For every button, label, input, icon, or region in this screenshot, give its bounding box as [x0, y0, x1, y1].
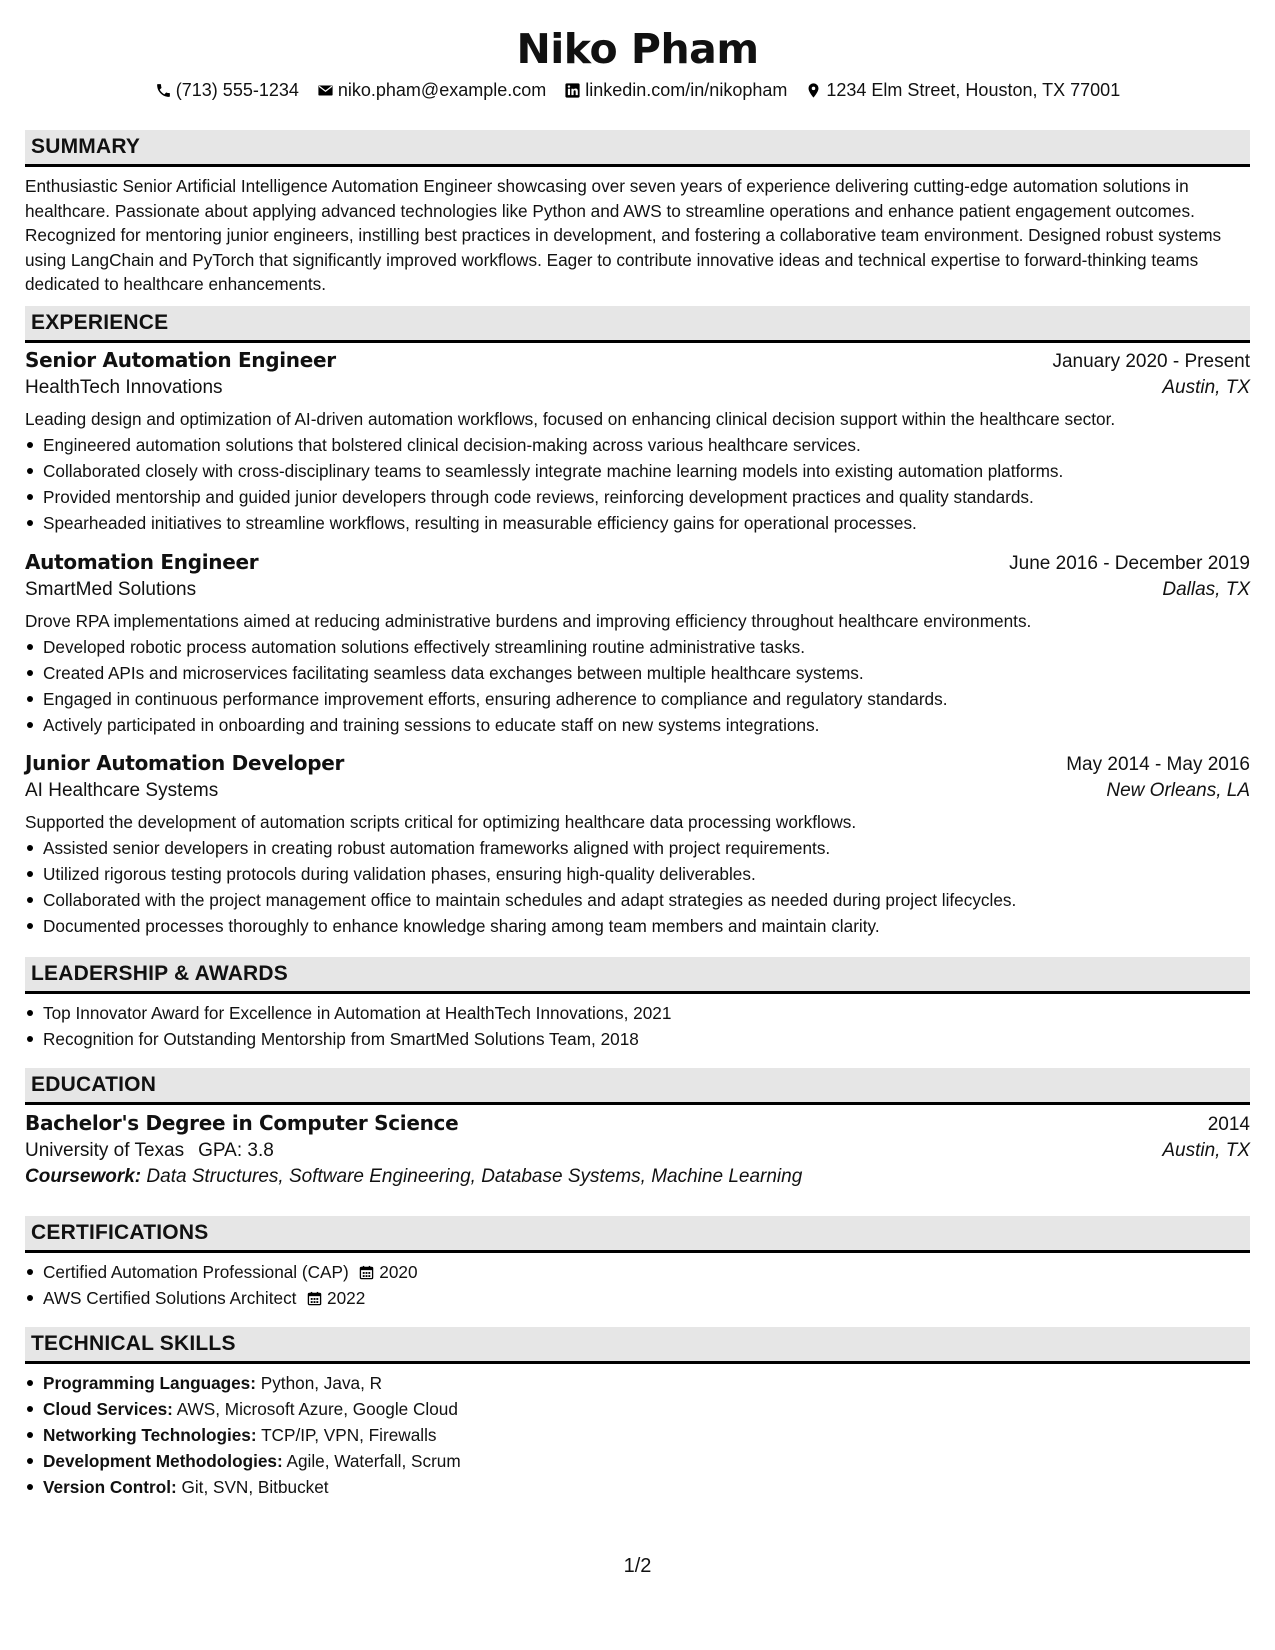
summary-section [25, 130, 1250, 297]
coursework-label: Coursework: [25, 1166, 142, 1187]
list-item: Created APIs and microservices facilitating seamless data exchanges between multiple healthcare systems. [43, 660, 1250, 686]
address-text: 1234 Elm Street, Houston, TX 77001 [826, 80, 1121, 100]
skills-section [25, 1327, 1250, 1500]
contact-linkedin[interactable] [564, 78, 787, 102]
school-location: Austin, TX [1162, 1140, 1250, 1161]
cert-year: 2022 [327, 1288, 366, 1308]
candidate-name: Niko Pham [516, 25, 759, 73]
skill-label: Version Control: [43, 1477, 177, 1497]
graduation-year: 2014 [1207, 1114, 1250, 1135]
envelope-icon [317, 82, 334, 99]
certifications-list [25, 1259, 1250, 1311]
skill-value: Git, SVN, Bitbucket [181, 1477, 329, 1497]
certifications-section [25, 1216, 1250, 1311]
job-title: Senior Automation Engineer [25, 348, 336, 372]
job-description: Drove RPA implementations aimed at reducing administrative burdens and improving efficiency throughout healthcare environments. [25, 611, 1032, 631]
education-section [25, 1068, 1250, 1188]
job-title: Automation Engineer [25, 550, 259, 574]
job-bullets [25, 835, 1250, 939]
list-item: Developed robotic process automation solutions effectively streamlining routine administrative tasks. [43, 634, 1250, 660]
gpa: GPA: 3.8 [198, 1140, 274, 1161]
section-heading: EDUCATION [25, 1068, 1250, 1105]
calendar-icon [359, 1265, 374, 1280]
job-company: AI Healthcare Systems [25, 780, 219, 801]
skill-label: Programming Languages: [43, 1373, 256, 1393]
resume-page [25, 0, 1250, 1497]
cert-year: 2020 [379, 1262, 418, 1282]
page-number: 1/2 [623, 1555, 652, 1577]
list-item: Documented processes thoroughly to enhance knowledge sharing among team members and maintain clarity. [43, 913, 1250, 939]
summary-text: Enthusiastic Senior Artificial Intelligence Automation Engineer showcasing over seven years of experience delivering cutting-edge automation solutions in healthcare. Passionate about applying advanced technologies like Python and AWS to streamline operations and enhance patient engagement outcomes. Recognized for mentoring junior engineers, instilling best practices in development, and fostering a collaborative team environment. Designed robust systems using LangChain and PyTorch that significantly improved workflows. Eager to contribute innovative ideas and technical expertise to forward-thinking teams dedicated to healthcare enhancements. [25, 176, 1222, 295]
coursework-line [25, 1166, 1250, 1188]
job-entry [25, 550, 1250, 738]
skill-label: Networking Technologies: [43, 1425, 257, 1445]
job-company: SmartMed Solutions [25, 579, 197, 600]
degree-title: Bachelor's Degree in Computer Science [25, 1111, 459, 1135]
skill-label: Development Methodologies: [43, 1451, 283, 1471]
experience-section [25, 306, 1250, 343]
cert-name: Certified Automation Professional (CAP) [43, 1262, 349, 1282]
job-bullets [25, 432, 1250, 536]
list-item [43, 1474, 1250, 1500]
skill-label: Cloud Services: [43, 1399, 173, 1419]
cert-name: AWS Certified Solutions Architect [43, 1288, 297, 1308]
list-item: Spearheaded initiatives to streamline workflows, resulting in measurable efficiency gains for operational processes. [43, 510, 1250, 536]
list-item: Assisted senior developers in creating robust automation frameworks aligned with project requirements. [43, 835, 1250, 861]
list-item: Top Innovator Award for Excellence in Automation at HealthTech Innovations, 2021 [43, 1000, 1250, 1026]
awards-list [25, 1000, 1250, 1052]
job-title: Junior Automation Developer [25, 751, 345, 775]
job-entry [25, 348, 1250, 536]
job-dates: May 2014 - May 2016 [1066, 754, 1250, 775]
phone-text: (713) 555-1234 [175, 80, 299, 100]
list-item [43, 1370, 1250, 1396]
calendar-icon [307, 1291, 322, 1306]
job-dates: January 2020 - Present [1052, 351, 1250, 372]
job-company: HealthTech Innovations [25, 377, 223, 398]
list-item [43, 1448, 1250, 1474]
list-item [43, 1285, 1250, 1311]
map-pin-icon [805, 82, 822, 99]
section-heading: TECHNICAL SKILLS [25, 1327, 1250, 1364]
list-item: Engineered automation solutions that bolstered clinical decision-making across various healthcare services. [43, 432, 1250, 458]
school-line [25, 1140, 274, 1162]
list-item [43, 1259, 1250, 1285]
section-heading: LEADERSHIP & AWARDS [25, 957, 1250, 994]
section-heading: SUMMARY [25, 130, 1250, 167]
list-item: Provided mentorship and guided junior developers through code reviews, reinforcing development practices and quality standards. [43, 484, 1250, 510]
list-item: Collaborated with the project management office to maintain schedules and adapt strategies as needed during project lifecycles. [43, 887, 1250, 913]
job-description: Leading design and optimization of AI-driven automation workflows, focused on enhancing clinical decision support within the healthcare sector. [25, 409, 1116, 429]
contact-bar [25, 78, 1250, 102]
section-heading: CERTIFICATIONS [25, 1216, 1250, 1253]
skill-value: TCP/IP, VPN, Firewalls [261, 1425, 437, 1445]
contact-email[interactable] [317, 78, 546, 102]
list-item: Utilized rigorous testing protocols during validation phases, ensuring high-quality deliverables. [43, 861, 1250, 887]
phone-icon [155, 82, 172, 99]
job-description: Supported the development of automation scripts critical for optimizing healthcare data processing workflows. [25, 812, 857, 832]
school-name: University of Texas [25, 1140, 185, 1161]
job-location: Austin, TX [1162, 377, 1250, 398]
linkedin-text: linkedin.com/in/nikopham [585, 80, 788, 100]
job-bullets [25, 634, 1250, 738]
email-text: niko.pham@example.com [337, 80, 547, 100]
list-item [43, 1422, 1250, 1448]
list-item: Actively participated in onboarding and training sessions to educate staff on new systems integrations. [43, 712, 1250, 738]
list-item: Recognition for Outstanding Mentorship from SmartMed Solutions Team, 2018 [43, 1026, 1250, 1052]
section-heading: EXPERIENCE [25, 306, 1250, 343]
contact-phone[interactable] [155, 78, 299, 102]
list-item: Collaborated closely with cross-disciplinary teams to seamlessly integrate machine learning models into existing automation platforms. [43, 458, 1250, 484]
job-location: New Orleans, LA [1106, 780, 1250, 801]
skill-value: Agile, Waterfall, Scrum [286, 1451, 461, 1471]
contact-address [805, 78, 1120, 102]
job-entry [25, 751, 1250, 939]
skills-list [25, 1370, 1250, 1500]
awards-section [25, 957, 1250, 1052]
job-location: Dallas, TX [1162, 579, 1250, 600]
linkedin-icon [564, 82, 581, 99]
list-item [43, 1396, 1250, 1422]
coursework-text: Data Structures, Software Engineering, Database Systems, Machine Learning [146, 1166, 803, 1187]
job-dates: June 2016 - December 2019 [1009, 553, 1250, 574]
skill-value: AWS, Microsoft Azure, Google Cloud [176, 1399, 458, 1419]
skill-value: Python, Java, R [260, 1373, 383, 1393]
list-item: Engaged in continuous performance improvement efforts, ensuring adherence to compliance and regulatory standards. [43, 686, 1250, 712]
